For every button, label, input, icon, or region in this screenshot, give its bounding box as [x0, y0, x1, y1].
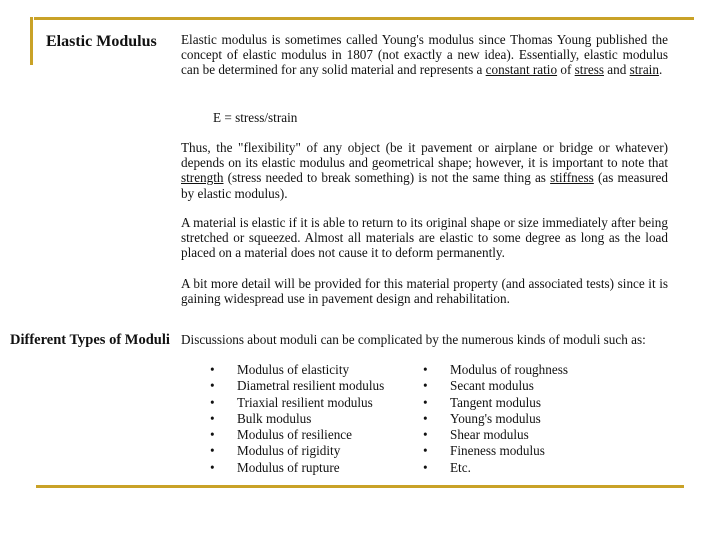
bullet-icon: • [210, 378, 215, 394]
bullet-icon: • [210, 443, 215, 459]
list-item-label: Tangent modulus [450, 394, 542, 410]
list-item-label: Fineness modulus [450, 443, 545, 459]
paragraph-more-detail: A bit more detail will be provided for this material property (and associated tests) since it is gaining widespread use in pavement design and rehabilitation. [181, 276, 668, 307]
bullet-icon: • [210, 459, 215, 475]
list-item [423, 395, 568, 411]
list-item [210, 395, 384, 411]
bottom-gold-rule [36, 485, 684, 488]
paragraph-flexibility-text-c: (as measured by elastic modulus). [181, 170, 669, 201]
list-item-label: Modulus of rigidity [237, 443, 341, 459]
list-item [210, 378, 384, 394]
bullet-icon: • [423, 459, 428, 475]
bullet-icon: • [423, 443, 428, 459]
list-item-label: Triaxial resilient modulus [237, 394, 373, 410]
moduli-intro: Discussions about moduli can be complicated by the numerous kinds of moduli such as: [181, 332, 646, 347]
list-item [423, 362, 568, 378]
bullet-icon: • [210, 362, 215, 377]
moduli-list-left [210, 362, 384, 476]
list-item [423, 460, 568, 476]
list-item [423, 411, 568, 427]
list-item [210, 427, 384, 443]
paragraph-elastic-material: A material is elastic if it is able to return to its original shape or size immediately after being stretched or squeezed. Almost all materials are elastic to some degree as long as the load placed on a material does not cause it to deform permanently. [181, 215, 668, 261]
paragraph-definition-text-d: . [658, 62, 663, 78]
bullet-icon: • [423, 378, 428, 394]
list-item-label: Modulus of roughness [450, 362, 568, 377]
bullet-icon: • [423, 394, 428, 410]
list-item-label: Bulk modulus [237, 410, 312, 426]
paragraph-flexibility-text-a: Thus, the "flexibility" of any object (be it pavement or airplane or bridge or whatever) depends on its elastic modulus and geometrical shape; however, it is important to note that [181, 140, 668, 171]
list-item-label: Diametral resilient modulus [237, 378, 385, 394]
heading-elastic-modulus: Elastic Modulus [46, 33, 157, 50]
moduli-list-right [423, 362, 568, 476]
bullet-icon: • [210, 394, 215, 410]
paragraph-definition-text-a: Elastic modulus is sometimes called Young's modulus since Thomas Young published the concept of elastic modulus in 1807 (not exactly a new idea). Essentially, elastic modulus can be determined for any solid material and represents a [181, 32, 668, 78]
paragraph-definition-text-b: of [557, 62, 575, 78]
list-item [210, 362, 384, 378]
left-gold-rule [30, 17, 33, 65]
bullet-icon: • [210, 410, 215, 426]
list-item [423, 427, 568, 443]
paragraph-definition-text-c: and [603, 62, 630, 78]
list-item [423, 378, 568, 394]
list-item [210, 411, 384, 427]
list-item-label: Etc. [450, 459, 471, 475]
link-strain[interactable]: strain [629, 62, 659, 78]
link-stiffness[interactable]: stiffness [550, 170, 594, 186]
bullet-icon: • [423, 362, 428, 377]
list-item [423, 443, 568, 459]
link-strength[interactable]: strength [181, 170, 224, 186]
link-constant-ratio[interactable]: constant ratio [485, 62, 558, 78]
paragraph-flexibility [181, 140, 668, 201]
list-item-label: Young's modulus [450, 410, 541, 426]
list-item-label: Modulus of rupture [237, 459, 340, 475]
list-item [210, 443, 384, 459]
paragraph-flexibility-text-b: (stress needed to break something) is not the same thing as [223, 170, 551, 186]
list-item-label: Modulus of elasticity [237, 362, 350, 377]
paragraph-definition [181, 32, 668, 78]
bullet-icon: • [210, 427, 215, 443]
link-stress[interactable]: stress [574, 62, 604, 78]
bullet-icon: • [423, 410, 428, 426]
list-item-label: Modulus of resilience [237, 427, 352, 443]
top-gold-rule [34, 17, 694, 20]
formula: E = stress/strain [213, 110, 298, 125]
bullet-icon: • [423, 427, 428, 443]
heading-different-types-of-moduli: Different Types of Moduli [10, 332, 170, 348]
list-item [210, 460, 384, 476]
list-item-label: Shear modulus [450, 427, 529, 443]
list-item-label: Secant modulus [450, 378, 534, 394]
